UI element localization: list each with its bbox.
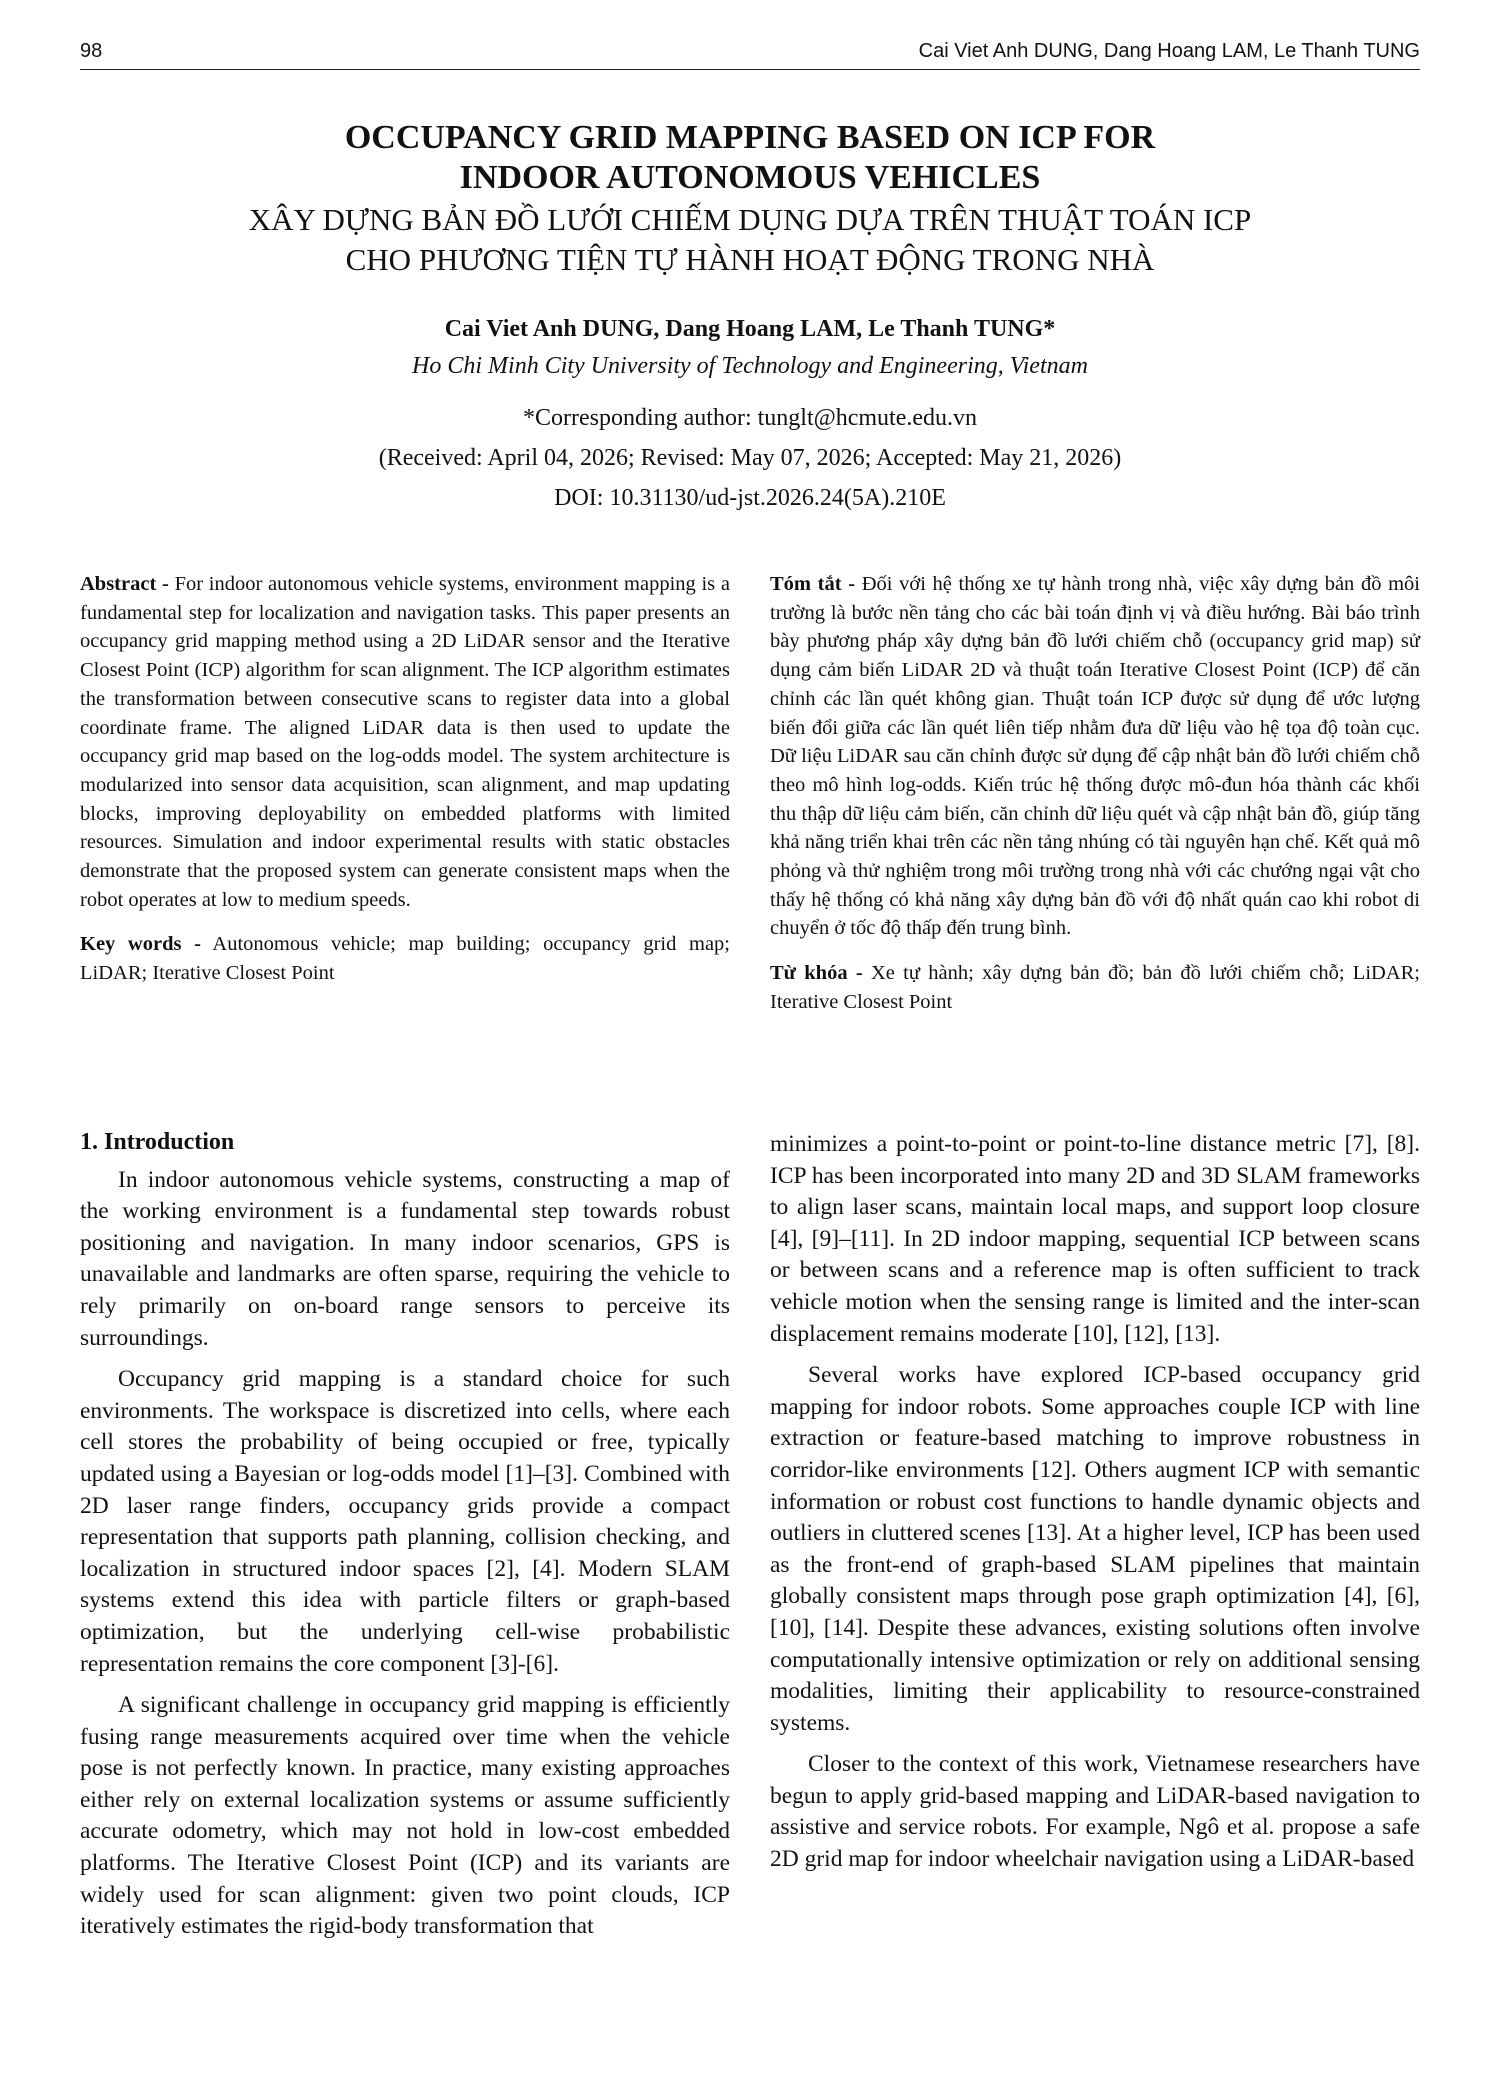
keywords-vi-label: Từ khóa -: [770, 962, 863, 985]
abstract-text: For indoor autonomous vehicle systems, environment mapping is a fundamental step for localization and navigation tasks. This paper presents an occupancy grid mapping method using a 2D LiDAR sensor and the Iterative Closest Point (ICP) algorithm for scan alignment. The ICP algorithm estimates the transformation between consecutive scans to register data into a global coordinate frame. The aligned LiDAR data is then used to update the occupancy grid map based on the log-odds model. The system architecture is modularized into sensor data acquisition, scan alignment, and map updating blocks, improving deployability on embedded platforms with limited resources. Simulation and indoor experimental results with static obstacles demonstrate that the proposed system can generate consistent maps when the robot operates at low to medium speeds.: [80, 573, 730, 911]
title-vietnamese-line2: CHO PHƯƠNG TIỆN TỰ HÀNH HOẠT ĐỘNG TRONG NHÀ: [345, 242, 1155, 277]
affiliation: Ho Chi Minh City University of Technology and Engineering, Vietnam: [412, 353, 1088, 379]
running-authors: Cai Viet Anh DUNG, Dang Hoang LAM, Le Thanh TUNG: [918, 40, 1420, 62]
title-english: [80, 118, 1420, 198]
title-vietnamese-line1: XÂY DỰNG BẢN ĐỒ LƯỚI CHIẾM DỤNG DỰA TRÊN THUẬT TOÁN ICP: [248, 202, 1252, 237]
abstract-vi-label: Tóm tắt -: [770, 573, 856, 595]
paragraph: Occupancy grid mapping is a standard choice for such environments. The workspace is discretized into cells, where each cell stores the probability of being occupied or free, typically updated using a Bayesian or log-odds model [1]–[3]. Combined with 2D laser range finders, occupancy grids provide a compact representation that supports path planning, collision checking, and localization in structured indoor spaces [2], [4]. Modern SLAM systems extend this idea with particle filters or graph-based optimization, but the underlying cell-wise probabilistic representation remains the core component [3]-[6].: [80, 1366, 730, 1677]
article-meta: [80, 398, 1420, 518]
title-block: [80, 118, 1420, 518]
corresponding-author: *Corresponding author: tunglt@hcmute.edu.vn: [522, 405, 978, 431]
keywords-label: Key words -: [80, 933, 201, 956]
paragraph: In indoor autonomous vehicle systems, constructing a map of the working environment is a fundamental step towards robust positioning and navigation. In many indoor scenarios, GPS is unavailable and landmarks are often sparse, requiring the vehicle to rely primarily on on-board range sensors to perceive its surroundings.: [80, 1166, 730, 1351]
paragraph: Several works have explored ICP-based occupancy grid mapping for indoor robots. Some approaches couple ICP with line extraction or feature-based matching to improve robustness in corridor-like environments [12]. Others augment ICP with semantic information or robust cost functions to handle dynamic objects and outliers in cluttered scenes [13]. At a higher level, ICP has been used as the front-end of graph-based SLAM pipelines that maintain globally consistent maps through pose graph optimization [4], [6], [10], [14]. Despite these advances, existing solutions often involve computationally intensive optimization or rely on additional sensing modalities, limiting their applicability to resource-constrained systems.: [770, 1362, 1420, 1736]
article-dates: (Received: April 04, 2026; Revised: May 07, 2026; Accepted: May 21, 2026): [378, 445, 1122, 471]
doi: DOI: 10.31130/ud-jst.2026.24(5A).210E: [554, 485, 946, 511]
abstract-vi-text: Đối với hệ thống xe tự hành trong nhà, việc xây dựng bản đồ môi trường là bước nền tảng cho các bài toán định vị và điều hướng. Bài báo trình bày phương pháp xây dựng bản đồ lưới chiếm chỗ (occupancy grid map) sử dụng cảm biến LiDAR 2D và thuật toán Iterative Closest Point (ICP) để căn chỉnh các lần quét không gian. Thuật toán ICP được sử dụng để ước lượng biến đổi giữa các lần quét liên tiếp nhằm đưa dữ liệu vào hệ tọa độ toàn cục. Dữ liệu LiDAR sau căn chỉnh được sử dụng để cập nhật bản đồ lưới chiếm chỗ theo mô hình log-odds. Kiến trúc hệ thống được mô-đun hóa thành các khối thu thập dữ liệu cảm biến, căn chỉnh dữ liệu quét và cập nhật bản đồ, giúp tăng khả năng triển khai trên các nền tảng nhúng có tài nguyên hạn chế. Kết quả mô phỏng và thử nghiệm trong môi trường trong nhà với các chướng ngại vật cho thấy hệ thống có khả năng xây dựng bản đồ với độ nhất quán cao khi robot di chuyển ở tốc độ thấp đến trung bình.: [770, 573, 1421, 940]
keywords-text: Autonomous vehicle; map building; occupancy grid map; LiDAR; Iterative Closest Point: [80, 933, 730, 985]
paragraph: A significant challenge in occupancy grid mapping is efficiently fusing range measurements acquired over time when the vehicle pose is not perfectly known. In practice, many existing approaches either rely on external localization systems or assume sufficiently accurate odometry, which may not hold in low-cost embedded platforms. The Iterative Closest Point (ICP) and its variants are widely used for scan alignment: given two point clouds, ICP iteratively estimates the rigid-body transformation that: [80, 1692, 730, 1940]
body-left-column: [80, 1127, 730, 1953]
title-vietnamese: [80, 200, 1420, 280]
paragraph: Closer to the context of this work, Vietnamese researchers have begun to apply grid-based mapping and LiDAR-based navigation to assistive and service robots. For example, Ngô et al. propose a safe 2D grid map for indoor wheelchair navigation using a LiDAR-based: [770, 1751, 1420, 1873]
page-number: 98: [80, 40, 103, 62]
body-right-column: [770, 1129, 1420, 1886]
author-list: Cai Viet Anh DUNG, Dang Hoang LAM, Le Thanh TUNG*: [444, 316, 1056, 342]
abstract-english: [80, 570, 730, 988]
abstract-vietnamese: [770, 570, 1420, 1017]
abstract-label: Abstract -: [80, 573, 169, 595]
keywords-vi-text: Xe tự hành; xây dựng bản đồ; bản đồ lưới chiếm chỗ; LiDAR; Iterative Closest Point: [770, 962, 1421, 1013]
section-heading: 1. Introduction: [80, 1129, 235, 1155]
paragraph: minimizes a point-to-point or point-to-line distance metric [7], [8]. ICP has been incorporated into many 2D and 3D SLAM frameworks to align laser scans, maintain local maps, and support loop closure [4], [9]–[11]. In 2D indoor mapping, sequential ICP between scans or between scans and a reference map is often sufficient to track vehicle motion when the sensing range is limited and the inter-scan displacement remains moderate [10], [12], [13].: [770, 1131, 1420, 1347]
title-english-line1: OCCUPANCY GRID MAPPING BASED ON ICP FOR: [344, 119, 1156, 156]
title-english-line2: INDOOR AUTONOMOUS VEHICLES: [459, 159, 1041, 196]
running-header: [80, 40, 1420, 70]
